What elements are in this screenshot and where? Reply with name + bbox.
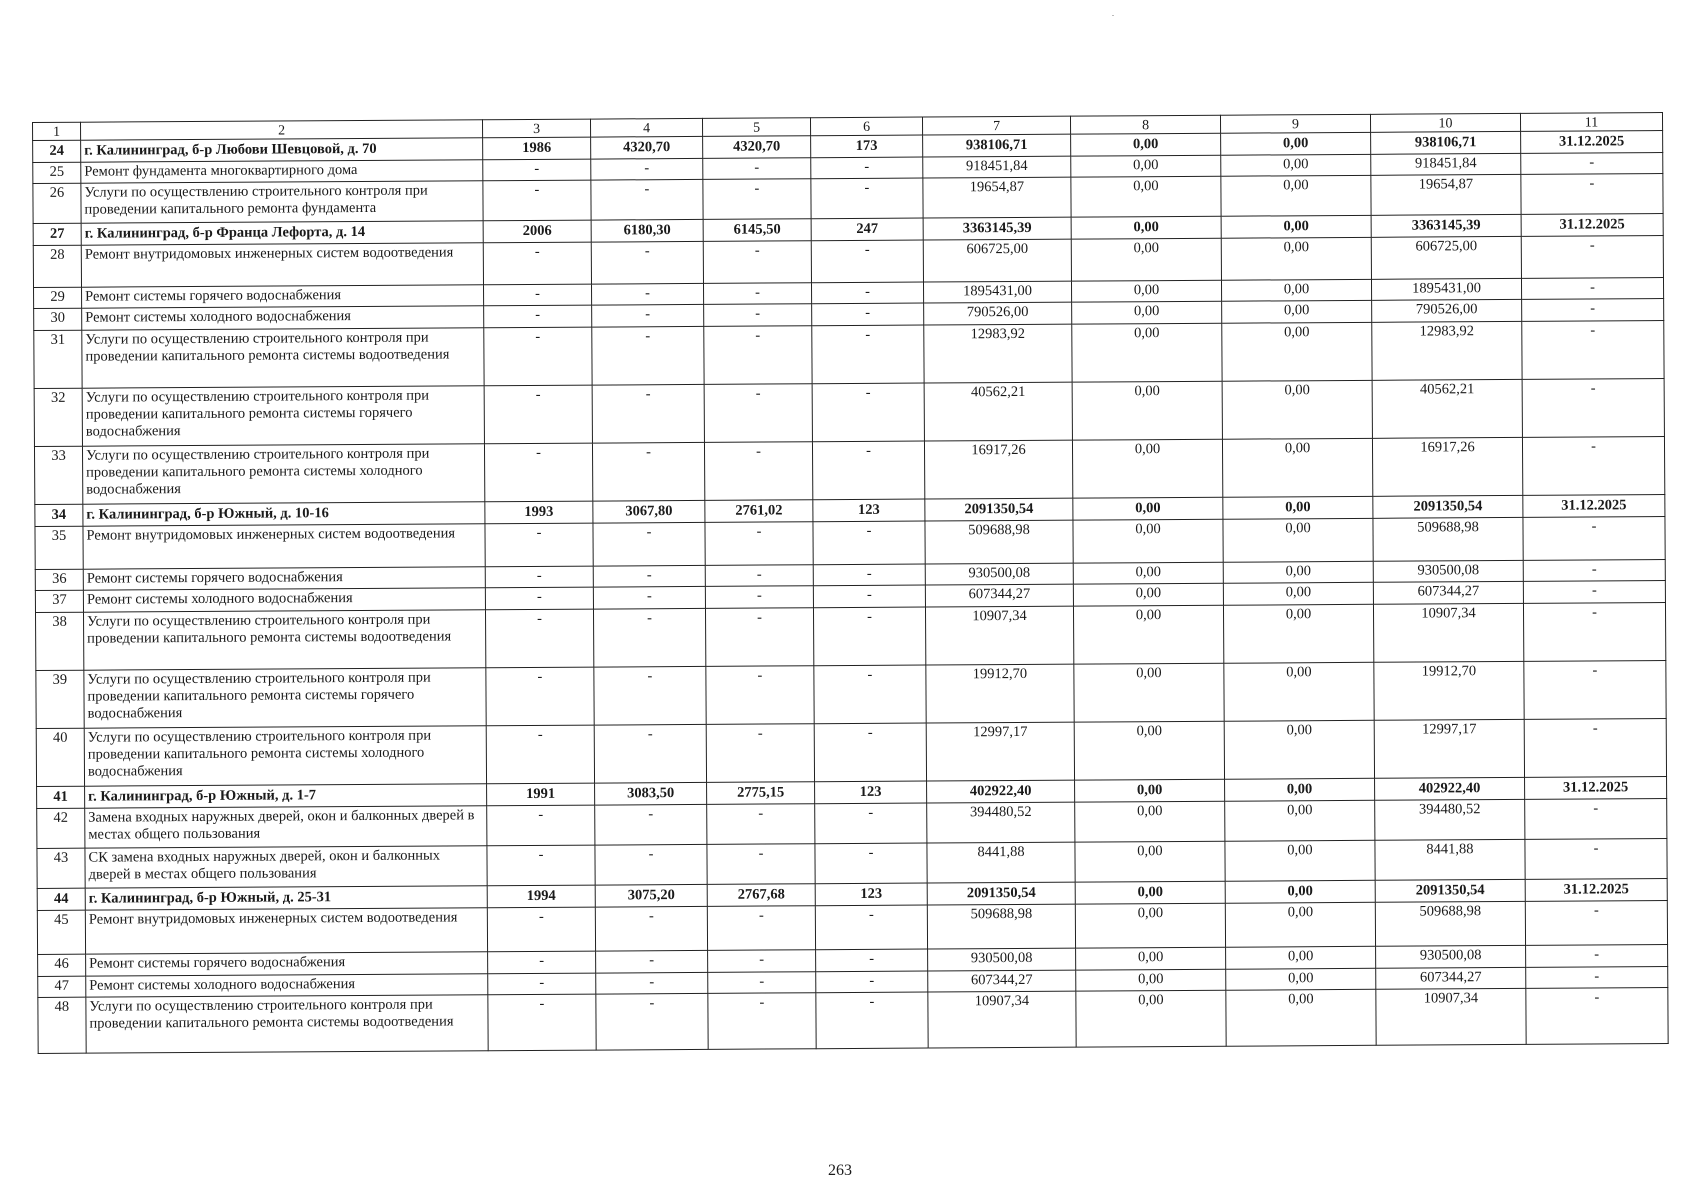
total-cost-cell: 606725,00 xyxy=(923,239,1071,282)
other-cost-cell: 0,00 xyxy=(1226,946,1376,969)
owners-cost-cell: 509688,98 xyxy=(1373,517,1523,561)
total-area-cell: - xyxy=(596,950,708,973)
completion-date-cell: 31.12.2025 xyxy=(1523,495,1665,518)
repair-schedule-table xyxy=(32,112,1669,1054)
residential-area-cell: - xyxy=(703,283,811,305)
completion-date-cell: - xyxy=(1524,719,1666,778)
residents-cell: - xyxy=(813,521,925,565)
residents-cell: - xyxy=(815,803,927,844)
other-cost-cell: 0,00 xyxy=(1221,154,1371,176)
residents-cell: - xyxy=(816,971,928,993)
fund-cost-cell: 0,00 xyxy=(1072,439,1222,498)
total-area-cell: - xyxy=(596,993,708,1050)
row-number-cell: 28 xyxy=(33,245,81,287)
owners-cost-cell: 16917,26 xyxy=(1372,437,1522,496)
total-area-cell: - xyxy=(595,804,707,845)
owners-cost-cell: 790526,00 xyxy=(1372,299,1522,322)
column-number: 11 xyxy=(1520,113,1662,132)
completion-date-cell: - xyxy=(1521,153,1663,175)
item-name-cell: г. Калининград, б-р Южный, д. 1-7 xyxy=(85,784,487,808)
residents-cell: - xyxy=(815,905,927,950)
item-name-cell: Услуги по осуществлению строительного контроля при проведении капитального ремонта системы водоотведения xyxy=(83,610,485,670)
residents-cell: - xyxy=(811,240,923,283)
fund-cost-cell: 0,00 xyxy=(1075,841,1225,882)
residents-cell: 123 xyxy=(813,499,925,522)
owners-cost-cell: 607344,27 xyxy=(1373,581,1523,604)
year-built-cell: - xyxy=(488,973,596,995)
year-built-cell: 1986 xyxy=(483,137,591,160)
fund-cost-cell: 0,00 xyxy=(1072,381,1222,440)
total-cost-cell: 930500,08 xyxy=(925,563,1073,585)
total-cost-cell: 607344,27 xyxy=(925,584,1073,607)
owners-cost-cell: 509688,98 xyxy=(1375,901,1525,946)
total-cost-cell: 509688,98 xyxy=(925,520,1073,564)
residential-area-cell: - xyxy=(703,179,811,220)
completion-date-cell: - xyxy=(1522,299,1664,322)
total-cost-cell: 790526,00 xyxy=(924,302,1072,325)
year-built-cell: - xyxy=(484,327,592,386)
year-built-cell: - xyxy=(486,725,594,784)
owners-cost-cell: 394480,52 xyxy=(1375,799,1525,840)
other-cost-cell: 0,00 xyxy=(1221,279,1371,301)
fund-cost-cell: 0,00 xyxy=(1074,721,1224,780)
row-number-cell: 40 xyxy=(36,728,84,786)
row-number-cell: 27 xyxy=(33,223,81,245)
item-name-cell: Услуги по осуществлению строительного контроля при проведении капитального ремонта системы горячего водоснабжения xyxy=(82,386,484,446)
work-item-row xyxy=(35,603,1665,671)
completion-date-cell: - xyxy=(1526,988,1668,1045)
item-name-cell: Ремонт системы горячего водоснабжения xyxy=(82,285,484,308)
year-built-cell: - xyxy=(484,385,592,444)
item-name-cell: г. Калининград, б-р Франца Лефорта, д. 14 xyxy=(81,221,483,245)
residential-area-cell: - xyxy=(704,326,812,385)
fund-cost-cell: 0,00 xyxy=(1076,969,1226,991)
row-number-cell: 26 xyxy=(33,183,81,223)
item-name-cell: г. Калининград, б-р Южный, д. 25-31 xyxy=(85,886,487,910)
total-cost-cell: 918451,84 xyxy=(923,156,1071,178)
total-cost-cell: 10907,34 xyxy=(925,606,1073,665)
year-built-cell: - xyxy=(483,180,591,221)
item-name-cell: Ремонт системы горячего водоснабжения xyxy=(83,567,485,590)
residential-area-cell: - xyxy=(704,384,812,443)
work-item-row xyxy=(36,661,1666,729)
completion-date-cell: - xyxy=(1525,839,1667,880)
total-cost-cell: 12983,92 xyxy=(924,324,1072,383)
row-number-cell: 42 xyxy=(37,808,85,848)
residents-cell: - xyxy=(813,607,925,666)
completion-date-cell: 31.12.2025 xyxy=(1525,777,1667,800)
item-name-cell: Замена входных наружных дверей, окон и балконных дверей в местах общего пользования xyxy=(85,806,487,848)
fund-cost-cell: 0,00 xyxy=(1075,779,1225,802)
total-cost-cell: 394480,52 xyxy=(927,802,1075,843)
item-name-cell: Услуги по осуществлению строительного контроля при проведении капитального ремонта фундамента xyxy=(81,181,483,223)
residential-area-cell: 2761,02 xyxy=(705,500,813,523)
completion-date-cell: - xyxy=(1521,236,1663,279)
total-area-cell: - xyxy=(592,283,704,305)
item-name-cell: Ремонт системы холодного водоснабжения xyxy=(83,588,485,612)
row-number-cell: 37 xyxy=(35,590,83,612)
residents-cell: 123 xyxy=(815,781,927,804)
fund-cost-cell: 0,00 xyxy=(1071,133,1221,156)
fund-cost-cell: 0,00 xyxy=(1075,903,1225,948)
fund-cost-cell: 0,00 xyxy=(1072,301,1222,324)
other-cost-cell: 0,00 xyxy=(1225,778,1375,801)
owners-cost-cell: 10907,34 xyxy=(1376,988,1526,1045)
item-name-cell: Ремонт системы холодного водоснабжения xyxy=(86,974,488,997)
completion-date-cell: - xyxy=(1523,581,1665,604)
residents-cell: - xyxy=(815,843,927,884)
other-cost-cell: 0,00 xyxy=(1223,518,1373,562)
total-cost-cell: 607344,27 xyxy=(928,970,1076,992)
completion-date-cell: - xyxy=(1522,321,1664,380)
owners-cost-cell: 12983,92 xyxy=(1372,321,1522,380)
residential-area-cell: 2775,15 xyxy=(707,782,815,805)
completion-date-cell: - xyxy=(1525,799,1667,840)
year-built-cell: 1993 xyxy=(485,501,593,524)
item-name-cell: Услуги по осуществлению строительного контроля при проведении капитального ремонта системы горячего водоснабжения xyxy=(84,668,486,728)
residential-area-cell: - xyxy=(706,724,814,783)
fund-cost-cell: 0,00 xyxy=(1076,947,1226,970)
work-item-row xyxy=(34,437,1664,505)
column-number: 5 xyxy=(702,118,810,137)
other-cost-cell: 0,00 xyxy=(1223,582,1373,605)
other-cost-cell: 0,00 xyxy=(1221,237,1371,280)
residents-cell: - xyxy=(816,992,928,1049)
other-cost-cell: 0,00 xyxy=(1221,132,1371,155)
row-number-cell: 47 xyxy=(38,976,86,997)
year-built-cell: - xyxy=(483,242,591,285)
row-number-cell: 38 xyxy=(35,612,83,670)
residential-area-cell: - xyxy=(708,972,816,994)
other-cost-cell: 0,00 xyxy=(1223,496,1373,519)
other-cost-cell: 0,00 xyxy=(1225,800,1375,841)
work-item-row xyxy=(38,988,1668,1054)
owners-cost-cell: 607344,27 xyxy=(1376,967,1526,989)
completion-date-cell: - xyxy=(1526,945,1668,968)
year-built-cell: - xyxy=(488,994,596,1051)
residents-cell: - xyxy=(811,178,923,219)
residents-cell: - xyxy=(813,585,925,608)
item-name-cell: Ремонт внутридомовых инженерных систем водоотведения xyxy=(81,243,483,287)
completion-date-cell: - xyxy=(1521,174,1663,215)
owners-cost-cell: 10907,34 xyxy=(1373,603,1523,662)
year-built-cell: - xyxy=(484,443,592,502)
other-cost-cell: 0,00 xyxy=(1223,561,1373,583)
other-cost-cell: 0,00 xyxy=(1222,380,1372,439)
column-number: 1 xyxy=(33,122,81,140)
residents-cell: - xyxy=(811,157,923,179)
residents-cell: 123 xyxy=(815,883,927,906)
year-built-cell: - xyxy=(484,305,592,328)
column-number: 10 xyxy=(1370,113,1520,132)
other-cost-cell: 0,00 xyxy=(1225,840,1375,881)
residential-area-cell: - xyxy=(703,158,811,180)
other-cost-cell: 0,00 xyxy=(1224,662,1374,721)
residential-area-cell: 2767,68 xyxy=(707,884,815,907)
owners-cost-cell: 19654,87 xyxy=(1371,174,1521,215)
total-cost-cell: 8441,88 xyxy=(927,842,1075,883)
item-name-cell: Ремонт внутридомовых инженерных систем водоотведения xyxy=(83,524,485,569)
total-area-cell: 4320,70 xyxy=(591,136,703,159)
fund-cost-cell: 0,00 xyxy=(1072,323,1222,382)
residential-area-cell: - xyxy=(705,608,813,667)
total-cost-cell: 12997,17 xyxy=(926,722,1074,781)
column-number: 7 xyxy=(922,116,1070,135)
item-name-cell: Услуги по осуществлению строительного контроля при проведении капитального ремонта системы холодного водоснабжения xyxy=(84,726,486,786)
row-number-cell: 33 xyxy=(34,446,82,504)
year-built-cell: - xyxy=(488,951,596,974)
row-number-cell: 25 xyxy=(33,162,81,183)
row-number-cell: 44 xyxy=(37,888,85,910)
residents-cell: - xyxy=(812,303,924,326)
owners-cost-cell: 2091350,54 xyxy=(1375,879,1525,902)
other-cost-cell: 0,00 xyxy=(1223,604,1373,663)
owners-cost-cell: 938106,71 xyxy=(1371,131,1521,154)
row-number-cell: 41 xyxy=(37,786,85,808)
residential-area-cell: 4320,70 xyxy=(703,136,811,159)
work-item-row xyxy=(36,719,1666,787)
row-number-cell: 35 xyxy=(35,526,83,569)
total-area-cell: - xyxy=(595,906,707,951)
residential-area-cell: - xyxy=(704,442,812,501)
other-cost-cell: 0,00 xyxy=(1226,989,1376,1046)
item-name-cell: Ремонт системы горячего водоснабжения xyxy=(86,952,488,976)
row-number-cell: 39 xyxy=(36,670,84,728)
total-area-cell: - xyxy=(593,608,705,667)
residential-area-cell: 6145,50 xyxy=(703,219,811,242)
total-area-cell: - xyxy=(591,158,703,180)
residential-area-cell: - xyxy=(708,950,816,973)
year-built-cell: 1991 xyxy=(487,783,595,806)
completion-date-cell: - xyxy=(1523,603,1665,662)
total-cost-cell: 402922,40 xyxy=(927,780,1075,803)
other-cost-cell: 0,00 xyxy=(1224,720,1374,779)
row-number-cell: 36 xyxy=(35,569,83,590)
row-number-cell: 34 xyxy=(35,504,83,526)
fund-cost-cell: 0,00 xyxy=(1075,881,1225,904)
row-number-cell: 32 xyxy=(34,388,82,446)
column-number: 9 xyxy=(1220,114,1370,133)
owners-cost-cell: 930500,08 xyxy=(1373,560,1523,582)
completion-date-cell: 31.12.2025 xyxy=(1525,879,1667,902)
fund-cost-cell: 0,00 xyxy=(1071,176,1221,217)
total-area-cell: - xyxy=(593,586,705,609)
residential-area-cell: - xyxy=(706,666,814,725)
owners-cost-cell: 3363145,39 xyxy=(1371,214,1521,237)
completion-date-cell: 31.12.2025 xyxy=(1521,131,1663,154)
owners-cost-cell: 2091350,54 xyxy=(1373,495,1523,518)
completion-date-cell: - xyxy=(1526,967,1668,989)
total-cost-cell: 938106,71 xyxy=(923,134,1071,157)
residents-cell: - xyxy=(816,949,928,972)
other-cost-cell: 0,00 xyxy=(1225,902,1375,947)
residential-area-cell: - xyxy=(704,304,812,327)
column-number: 3 xyxy=(482,119,590,138)
row-number-cell: 29 xyxy=(34,287,82,308)
item-name-cell: Услуги по осуществлению строительного контроля при проведении капитального ремонта системы водоотведения xyxy=(86,995,488,1053)
owners-cost-cell: 606725,00 xyxy=(1371,236,1521,279)
residents-cell: - xyxy=(814,723,926,782)
fund-cost-cell: 0,00 xyxy=(1071,280,1221,302)
residential-area-cell: - xyxy=(705,565,813,587)
page-number: 263 xyxy=(828,1162,852,1179)
fund-cost-cell: 0,00 xyxy=(1071,155,1221,177)
total-area-cell: - xyxy=(593,522,705,566)
owners-cost-cell: 19912,70 xyxy=(1374,661,1524,720)
total-area-cell: 3067,80 xyxy=(593,500,705,523)
document-sheet xyxy=(32,112,1668,1054)
total-cost-cell: 509688,98 xyxy=(927,904,1075,949)
item-name-cell: Услуги по осуществлению строительного контроля при проведении капитального ремонта системы водоотведения xyxy=(82,328,484,388)
column-number: 2 xyxy=(81,120,483,140)
owners-cost-cell: 1895431,00 xyxy=(1371,278,1521,300)
scan-speck xyxy=(1112,15,1114,16)
residents-cell: - xyxy=(814,665,926,724)
item-name-cell: Ремонт фундамента многоквартирного дома xyxy=(81,160,483,183)
total-area-cell: - xyxy=(592,442,704,501)
residential-area-cell: - xyxy=(707,844,815,885)
other-cost-cell: 0,00 xyxy=(1222,438,1372,497)
completion-date-cell: - xyxy=(1523,517,1665,561)
residential-area-cell: - xyxy=(705,522,813,566)
total-area-cell: - xyxy=(594,724,706,783)
other-cost-cell: 0,00 xyxy=(1226,968,1376,990)
residential-area-cell: - xyxy=(707,906,815,951)
total-area-cell: - xyxy=(596,972,708,994)
year-built-cell: 1994 xyxy=(487,885,595,908)
owners-cost-cell: 12997,17 xyxy=(1374,719,1524,778)
total-area-cell: 3083,50 xyxy=(595,782,707,805)
residential-area-cell: - xyxy=(703,241,811,284)
row-number-cell: 45 xyxy=(37,910,85,954)
residents-cell: 173 xyxy=(811,135,923,158)
row-number-cell: 24 xyxy=(33,140,81,162)
completion-date-cell: - xyxy=(1523,560,1665,582)
year-built-cell: - xyxy=(487,805,595,846)
owners-cost-cell: 402922,40 xyxy=(1375,777,1525,800)
residents-cell: - xyxy=(812,325,924,384)
residents-cell: - xyxy=(812,383,924,442)
total-cost-cell: 930500,08 xyxy=(928,948,1076,971)
completion-date-cell: - xyxy=(1522,437,1664,496)
owners-cost-cell: 8441,88 xyxy=(1375,839,1525,880)
residents-cell: - xyxy=(811,282,923,304)
completion-date-cell: 31.12.2025 xyxy=(1521,214,1663,237)
other-cost-cell: 0,00 xyxy=(1222,300,1372,323)
total-cost-cell: 40562,21 xyxy=(924,382,1072,441)
total-cost-cell: 2091350,54 xyxy=(927,882,1075,905)
total-area-cell: - xyxy=(594,666,706,725)
work-item-row xyxy=(34,379,1664,447)
total-area-cell: - xyxy=(591,241,703,284)
column-number: 4 xyxy=(590,118,702,137)
owners-cost-cell: 918451,84 xyxy=(1371,153,1521,175)
year-built-cell: - xyxy=(487,907,595,952)
residential-area-cell: - xyxy=(707,804,815,845)
total-cost-cell: 2091350,54 xyxy=(925,498,1073,521)
year-built-cell: 2006 xyxy=(483,220,591,243)
item-name-cell: Ремонт системы холодного водоснабжения xyxy=(82,306,484,330)
column-number: 8 xyxy=(1070,115,1220,134)
other-cost-cell: 0,00 xyxy=(1225,880,1375,903)
owners-cost-cell: 40562,21 xyxy=(1372,379,1522,438)
other-cost-cell: 0,00 xyxy=(1221,175,1371,216)
year-built-cell: - xyxy=(485,609,593,668)
total-cost-cell: 16917,26 xyxy=(924,440,1072,499)
total-cost-cell: 3363145,39 xyxy=(923,217,1071,240)
fund-cost-cell: 0,00 xyxy=(1073,583,1223,606)
item-name-cell: Услуги по осуществлению строительного контроля при проведении капитального ремонта системы холодного водоснабжения xyxy=(82,444,484,504)
total-area-cell: 3075,20 xyxy=(595,884,707,907)
total-cost-cell: 19912,70 xyxy=(926,664,1074,723)
total-area-cell: - xyxy=(591,179,703,220)
total-area-cell: - xyxy=(592,326,704,385)
year-built-cell: - xyxy=(485,587,593,610)
work-item-row xyxy=(34,321,1664,389)
year-built-cell: - xyxy=(483,159,591,181)
item-name-cell: Ремонт внутридомовых инженерных систем водоотведения xyxy=(85,908,487,954)
residents-cell: - xyxy=(813,564,925,586)
residential-area-cell: - xyxy=(705,586,813,609)
total-area-cell: - xyxy=(593,565,705,587)
item-name-cell: г. Калининград, б-р Южный, д. 10-16 xyxy=(83,502,485,526)
row-number-cell: 30 xyxy=(34,308,82,330)
fund-cost-cell: 0,00 xyxy=(1073,562,1223,584)
total-cost-cell: 19654,87 xyxy=(923,177,1071,218)
year-built-cell: - xyxy=(487,845,595,886)
fund-cost-cell: 0,00 xyxy=(1073,605,1223,664)
year-built-cell: - xyxy=(485,523,593,567)
completion-date-cell: - xyxy=(1525,901,1667,946)
owners-cost-cell: 930500,08 xyxy=(1376,945,1526,968)
column-number: 6 xyxy=(810,117,922,136)
residential-area-cell: - xyxy=(708,993,816,1050)
row-number-cell: 48 xyxy=(38,997,86,1053)
item-name-cell: г. Калининград, б-р Любови Шевцовой, д. 70 xyxy=(81,138,483,162)
total-area-cell: - xyxy=(592,304,704,327)
total-area-cell: - xyxy=(592,384,704,443)
fund-cost-cell: 0,00 xyxy=(1071,238,1221,281)
row-number-cell: 43 xyxy=(37,848,85,888)
fund-cost-cell: 0,00 xyxy=(1075,801,1225,842)
year-built-cell: - xyxy=(486,667,594,726)
fund-cost-cell: 0,00 xyxy=(1073,519,1223,563)
residents-cell: - xyxy=(812,441,924,500)
year-built-cell: - xyxy=(484,284,592,306)
total-cost-cell: 1895431,00 xyxy=(923,281,1071,303)
other-cost-cell: 0,00 xyxy=(1222,322,1372,381)
fund-cost-cell: 0,00 xyxy=(1076,990,1226,1047)
row-number-cell: 46 xyxy=(38,954,86,976)
total-cost-cell: 10907,34 xyxy=(928,991,1076,1048)
fund-cost-cell: 0,00 xyxy=(1073,497,1223,520)
completion-date-cell: - xyxy=(1521,278,1663,300)
total-area-cell: 6180,30 xyxy=(591,219,703,242)
other-cost-cell: 0,00 xyxy=(1221,215,1371,238)
fund-cost-cell: 0,00 xyxy=(1071,216,1221,239)
completion-date-cell: - xyxy=(1522,379,1664,438)
total-area-cell: - xyxy=(595,844,707,885)
fund-cost-cell: 0,00 xyxy=(1074,663,1224,722)
row-number-cell: 31 xyxy=(34,330,82,388)
item-name-cell: СК замена входных наружных дверей, окон и балконных дверей в местах общего пользования xyxy=(85,846,487,888)
year-built-cell: - xyxy=(485,566,593,588)
residents-cell: 247 xyxy=(811,218,923,241)
completion-date-cell: - xyxy=(1524,661,1666,720)
